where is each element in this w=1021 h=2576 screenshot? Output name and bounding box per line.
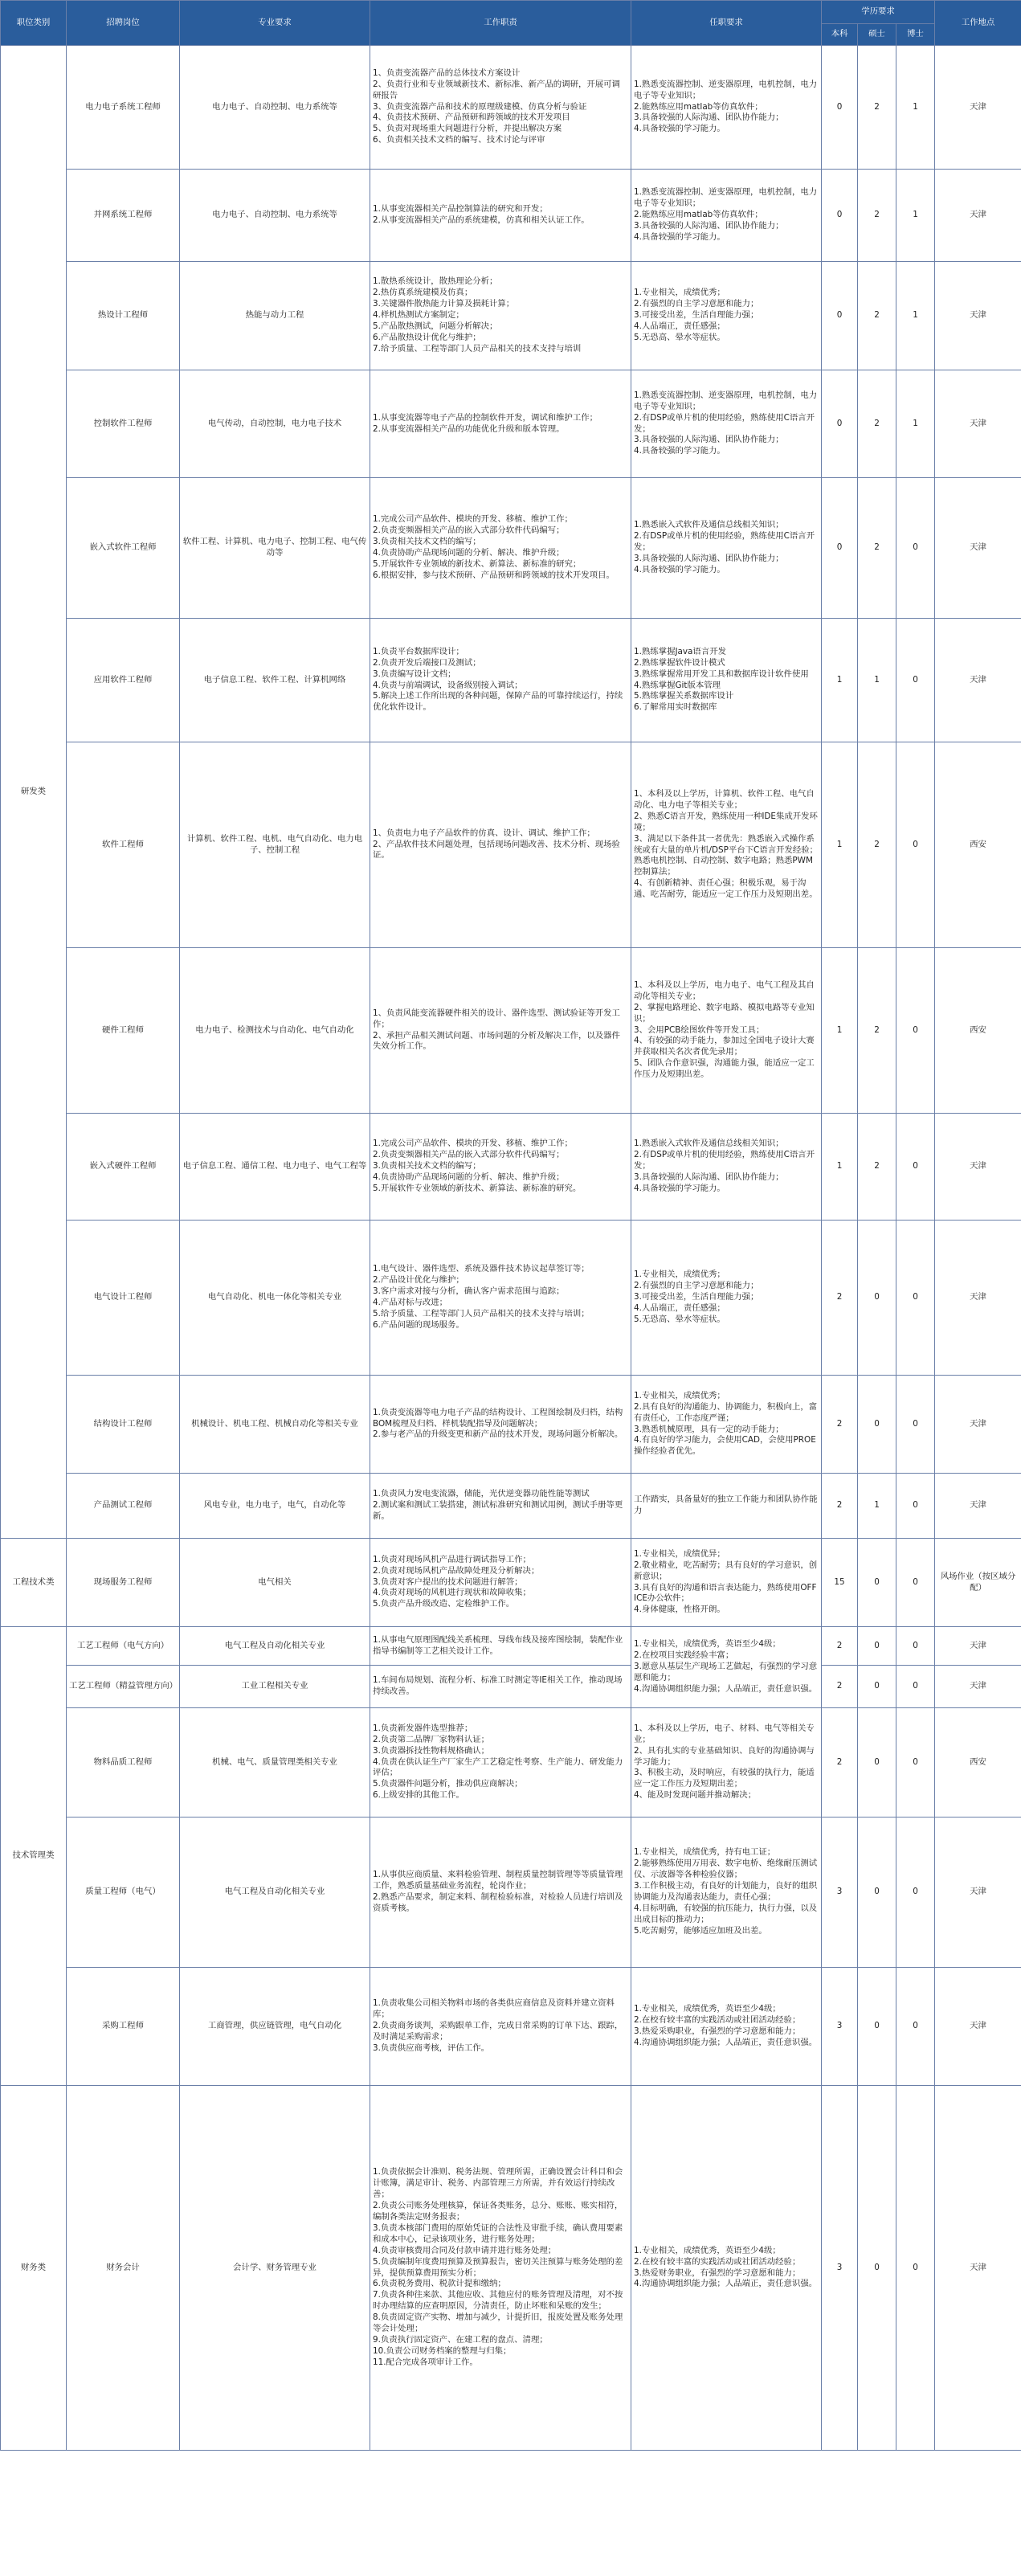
job-requirements: 1.熟练掌握Java语言开发 2.熟练掌握软件设计模式 3.熟练掌握常用开发工具和数据库设计软件使用 4.熟练掌握Git版本管理 5.熟练掌握关系数据库设计 6.了解常用实时数据库 — [631, 619, 822, 742]
job-major: 电力电子、自动控制、电力系统等 — [180, 170, 370, 262]
job-requirements: 1.专业相关，成绩优秀，持有电工证； 2.能够熟练使用万用表、数字电桥、绝缘耐压测试仪、示波器等各种检验仪器； 3.工作积极主动，有良好的计划能力，良好的组织协调能力及沟通表达能力，责任心强； 4.目标明确，有较强的抗压能力，执行力强，以及出成目标的推动力； 5.吃苦耐劳，能够适应加班及出差。 — [631, 1818, 822, 1968]
job-duties: 1.完成公司产品软件、模块的开发、移植、维护工作； 2.负责变频器相关产品的嵌入式部分软件代码编写； 3.负责相关技术文档的编写； 4.负责协助产品现场问题的分析、解决、维护升级； 5.开展软件专业领域的新技术、新算法、新标准的研究。 — [370, 1114, 631, 1221]
job-duties: 1.电气设计、器件选型、系统及器件技术协议起草签订等； 2.产品设计优化与维护； 3.客户需求对接与分析，确认客户需求范围与追踪； 4.产品对标与改进； 5.给予质量、工程等部门人员产品相关的技术支持与培训； 6.产品问题的现场服务。 — [370, 1221, 631, 1376]
job-major: 电力电子、自动控制、电力系统等 — [180, 46, 370, 170]
job-duties: 1.负责平台数据库设计； 2.负责开发后端接口及测试； 3.负责编写设计文档； 4.负责与前端调试，设备级别接入调试； 5.解决上述工作所出现的各种问题，保障产品的可靠持续运行，持续优化软件设计。 — [370, 619, 631, 742]
header-location: 工作地点 — [935, 1, 1021, 46]
job-doctor-count: 1 — [896, 370, 935, 478]
job-requirements: 1、本科及以上学历，电力电子、电气工程及其自动化等相关专业； 2、掌握电路理论、数字电路、模拟电路等专业知识； 3、会用PCB绘图软件等开发工具； 4、有较强的动手能力，参加过全国电子设计大赛并获取相关名次者优先录用； 5、团队合作意识强，沟通能力强，能适应一定工作压力及短期出差。 — [631, 948, 822, 1114]
job-requirements: 1、本科及以上学历，计算机、软件工程、电气自动化、电力电子等相关专业； 2、熟悉C语言开发，熟练使用一种IDE集成开发环境； 3、满足以下条件其一者优先：熟悉嵌入式操作系统或有大量的单片机/DSP平台下C语言开发经验；熟悉电机控制、自动控制、数字电路；熟悉PWM控制算法； 4、有创新精神、责任心强；积极乐观，易于沟通、吃苦耐劳，能适应一定工作压力及短期出差。 — [631, 742, 822, 948]
job-category: 工程技术类 — [1, 1539, 67, 1627]
job-duties: 1.负责对现场风机产品进行调试指导工作； 2.负责对现场风机产品故障处理及分析解决； 3.负责对客户提出的技术问题进行解答； 4.负责对现场的风机进行现状和故障收集； 5.负责产品升级改造、定检维护工作。 — [370, 1539, 631, 1627]
job-bachelor-count: 1 — [822, 1114, 858, 1221]
job-requirements: 1.熟悉变流器控制、逆变器原理，电机控制，电力电子等专业知识； 2.能熟练应用matlab等仿真软件； 3.具备较强的人际沟通、团队协作能力； 4.具备较强的学习能力。 — [631, 46, 822, 170]
job-bachelor-count: 2 — [822, 1627, 858, 1666]
job-master-count: 0 — [858, 2086, 896, 2451]
table-row — [1, 1968, 1021, 2086]
job-requirements: 1.专业相关，成绩优秀，英语至少4级； 2.在校项目实践经验丰富； 3.愿意从基层生产现场工艺做起，有强烈的学习意愿和能力； 4.沟通协调组织能力强；人品端正，责任意识强。 — [631, 1627, 822, 1708]
job-location: 风场作业（按区域分配） — [935, 1539, 1021, 1627]
job-location: 天津 — [935, 46, 1021, 170]
job-duties: 1.车间布局规划、流程分析、标准工时测定等IE相关工作，推动现场持续改善。 — [370, 1666, 631, 1708]
job-doctor-count: 0 — [896, 1376, 935, 1474]
job-position: 财务会计 — [67, 2086, 180, 2451]
job-doctor-count: 0 — [896, 948, 935, 1114]
job-doctor-count: 0 — [896, 742, 935, 948]
job-location: 西安 — [935, 948, 1021, 1114]
header-requirements: 任职要求 — [631, 1, 822, 46]
job-location: 西安 — [935, 1708, 1021, 1818]
job-duties: 1.负责新发器件选型推荐； 2.负责第二品牌厂家物料认证； 3.负责器拆技性物料规格确认； 4.负责在供认证生产厂家生产工艺稳定性考察、生产能力、研发能力评估； 5.负责器件问题分析，推动供应商解决； 6.上级安排的其他工作。 — [370, 1708, 631, 1818]
header-education: 学历要求 — [822, 1, 935, 24]
job-position: 采购工程师 — [67, 1968, 180, 2086]
job-requirements: 1.熟悉变流器控制、逆变器原理，电机控制，电力电子等专业知识； 2.能熟练应用matlab等仿真软件； 3.具备较强的人际沟通、团队协作能力； 4.具备较强的学习能力。 — [631, 170, 822, 262]
job-major: 电气工程及自动化相关专业 — [180, 1627, 370, 1666]
job-location: 天津 — [935, 1968, 1021, 2086]
job-doctor-count: 0 — [896, 1818, 935, 1968]
table-row — [1, 370, 1021, 478]
job-major: 电气工程及自动化相关专业 — [180, 1818, 370, 1968]
job-major: 软件工程、计算机、电力电子、控制工程、电气传动等 — [180, 478, 370, 619]
job-master-count: 2 — [858, 1114, 896, 1221]
job-requirements: 1.熟悉变流器控制、逆变器原理，电机控制，电力电子等专业知识； 2.有DSP或单片机的使用经验，熟练使用C语言开发； 3.具备较强的人际沟通、团队协作能力； 4.具备较强的学习能力。 — [631, 370, 822, 478]
job-requirements: 1.专业相关，成绩优异； 2.敬业精业，吃苦耐劳；具有良好的学习意识，创新意识； 3.具有良好的沟通和语言表达能力，熟练使用OFFICE办公软件； 4.身体健康，性格开朗。 — [631, 1539, 822, 1627]
job-doctor-count: 0 — [896, 478, 935, 619]
job-major: 电力电子、检测技术与自动化、电气自动化 — [180, 948, 370, 1114]
job-location: 天津 — [935, 1818, 1021, 1968]
table-row — [1, 1221, 1021, 1376]
table-row — [1, 262, 1021, 370]
job-master-count: 1 — [858, 1474, 896, 1539]
table-row — [1, 1666, 1021, 1708]
job-major: 热能与动力工程 — [180, 262, 370, 370]
job-master-count: 1 — [858, 619, 896, 742]
table-row — [1, 1818, 1021, 1968]
job-master-count: 0 — [858, 1539, 896, 1627]
job-requirements: 1.专业相关，成绩优秀； 2.具有良好的沟通能力、协调能力，积极向上，富有责任心，工作态度严谨； 3.熟悉机械原理，具有一定的动手能力； 4.有良好的学习能力，会使用CAD，会使用PROE操作经验者优先。 — [631, 1376, 822, 1474]
job-bachelor-count: 2 — [822, 1666, 858, 1708]
job-master-count: 2 — [858, 370, 896, 478]
job-bachelor-count: 1 — [822, 742, 858, 948]
job-duties: 1、负责风能变流器硬件相关的设计、器件选型、测试验证等开发工作； 2、承担产品相关测试问题、市场问题的分析及解决工作，以及器件失效分析工作。 — [370, 948, 631, 1114]
job-location: 天津 — [935, 619, 1021, 742]
job-position: 工艺工程师（精益管理方向） — [67, 1666, 180, 1708]
table-row — [1, 742, 1021, 948]
table-row — [1, 46, 1021, 170]
job-location: 天津 — [935, 1627, 1021, 1666]
job-requirements: 1.专业相关，成绩优秀，英语至少4级； 2.在校有较丰富的实践活动或社团活动经验； 3.热爱采购职业，有强烈的学习意愿和能力； 4.沟通协调组织能力强；人品端正，责任意识强。 — [631, 1968, 822, 2086]
job-duties: 1.从事变流器等电子产品的控制软件开发，调试和维护工作； 2.从事变流器相关产品的功能优化升级和版本管理。 — [370, 370, 631, 478]
job-bachelor-count: 0 — [822, 46, 858, 170]
job-position: 硬件工程师 — [67, 948, 180, 1114]
job-major: 风电专业，电力电子，电气，自动化等 — [180, 1474, 370, 1539]
job-requirements: 1.专业相关，成绩优秀，英语至少4级； 2.在校有较丰富的实践活动或社团活动经验； 3.热爱财务职业，有强烈的学习意愿和能力； 4.沟通协调组织能力强；人品端正，责任意识强。 — [631, 2086, 822, 2451]
header-position: 招聘岗位 — [67, 1, 180, 46]
job-requirements: 1.熟悉嵌入式软件及通信总线相关知识； 2.有DSP或单片机的使用经验，熟练使用C语言开发； 3.具备较强的人际沟通、团队协作能力； 4.具备较强的学习能力。 — [631, 1114, 822, 1221]
table-header — [1, 1, 1021, 46]
table-row — [1, 1539, 1021, 1627]
job-bachelor-count: 2 — [822, 1708, 858, 1818]
job-doctor-count: 0 — [896, 1666, 935, 1708]
header-bachelor: 本科 — [822, 24, 858, 46]
job-doctor-count: 0 — [896, 1474, 935, 1539]
job-bachelor-count: 0 — [822, 478, 858, 619]
job-master-count: 0 — [858, 1968, 896, 2086]
job-requirements: 1.熟悉嵌入式软件及通信总线相关知识； 2.有DSP或单片机的使用经验，熟练使用C语言开发； 3.具备较强的人际沟通、团队协作能力； 4.具备较强的学习能力。 — [631, 478, 822, 619]
table-row — [1, 2086, 1021, 2451]
job-bachelor-count: 2 — [822, 1474, 858, 1539]
job-duties: 1.从事供应商质量、来料检验管理、制程质量控制管理等等质量管理工作，熟悉质量基础业务流程，轮岗作业； 2.熟悉产品要求，制定来料、制程检验标准，对检验人员进行培训及资质考核。 — [370, 1818, 631, 1968]
job-bachelor-count: 2 — [822, 1376, 858, 1474]
job-location: 天津 — [935, 262, 1021, 370]
header-major: 专业要求 — [180, 1, 370, 46]
job-position: 嵌入式硬件工程师 — [67, 1114, 180, 1221]
job-duties: 1.负责变流器等电力电子产品的结构设计、工程图绘制及归档，结构BOM梳理及归档、样机装配指导及问题解决； 2.参与老产品的升级变更和新产品的技术开发，现场问题分析解决。 — [370, 1376, 631, 1474]
job-requirements: 1、本科及以上学历，电子、材料、电气等相关专业； 2、具有扎实的专业基础知识、良好的沟通协调与学习能力； 3、积极主动，及时响应，有较强的执行力，能适应一定工作压力及短期出差； 4、能及时发现问题并推动解决； — [631, 1708, 822, 1818]
job-major: 工业工程相关专业 — [180, 1666, 370, 1708]
job-duties: 1.从事电气原理图配线关系梳理、导线布线及接库图绘制，装配作业指导书编制等工艺相关设计工作。 — [370, 1627, 631, 1666]
job-doctor-count: 0 — [896, 619, 935, 742]
job-major: 工商管理，供应链管理，电气自动化 — [180, 1968, 370, 2086]
job-position: 电力电子系统工程师 — [67, 46, 180, 170]
job-position: 现场服务工程师 — [67, 1539, 180, 1627]
job-duties: 1.负责收集公司相关物料市场的各类供应商信息及资料并建立资料库； 2.负责商务谈判，采购跟单工作，完成日常采购的订单下达、跟踪，及时满足采购需求； 3.负责供应商考核，评估工作。 — [370, 1968, 631, 2086]
job-doctor-count: 0 — [896, 1114, 935, 1221]
job-position: 热设计工程师 — [67, 262, 180, 370]
job-duties: 1、负责电力电子产品软件的仿真、设计、调试、维护工作； 2、产品软件技术问题处理，包括现场问题改善、技术分析、现场验证。 — [370, 742, 631, 948]
job-requirements: 工作踏实，具备量好的独立工作能力和团队协作能力 — [631, 1474, 822, 1539]
job-position: 并网系统工程师 — [67, 170, 180, 262]
header-duties: 工作职责 — [370, 1, 631, 46]
job-position: 嵌入式软件工程师 — [67, 478, 180, 619]
job-bachelor-count: 1 — [822, 619, 858, 742]
header-master: 硕士 — [858, 24, 896, 46]
job-position: 物料品质工程师 — [67, 1708, 180, 1818]
job-master-count: 0 — [858, 1666, 896, 1708]
job-major: 会计学、财务管理专业 — [180, 2086, 370, 2451]
table-row — [1, 1708, 1021, 1818]
table-row — [1, 1376, 1021, 1474]
job-location: 天津 — [935, 2086, 1021, 2451]
job-doctor-count: 0 — [896, 1968, 935, 2086]
job-location: 天津 — [935, 1376, 1021, 1474]
job-bachelor-count: 1 — [822, 948, 858, 1114]
job-doctor-count: 0 — [896, 1539, 935, 1627]
job-master-count: 2 — [858, 742, 896, 948]
table-row — [1, 619, 1021, 742]
job-major: 电子信息工程、软件工程、计算机网络 — [180, 619, 370, 742]
job-duties: 1.负责依据会计准则、税务法规、管理所需，正确设置会计科目和会计账簿，满足审计、税务、内部管理三方所需，并有效运行持续改善； 2.负责公司账务处理核算，保证各类账务，总分、账账、账实相符，编制各类法定财务报表； 3.负责本核部门费用的原始凭证的合法性及审批手续，确认费用要素和成本中心，记录该项业务，进行账务处理； 4.负责审核费用合同及付款申请并进行账务处理； 5.负责编制年度费用预算及预算报告，密切关注预算与账务处理的差异，提供预算费用预实分析； 6.负责税务费用、税款计提和缴纳； 7.负责各种往来款、其他应收、其他应付的账务管理及清理，对不按时办理结算的应查明原因，分清责任，防止坏账和呆账的发生； 8.负责固定资产实物、增加与减少，计提折旧，报废处置及账务处理等会计处理； 9.负责执行固定资产、在建工程的盘点、清理； 10.负责公司财务档案的整理与归集； 11.配合完成各项审计工作。 — [370, 2086, 631, 2451]
job-category: 财务类 — [1, 2086, 67, 2451]
job-major: 计算机、软件工程、电机、电气自动化、电力电子、控制工程 — [180, 742, 370, 948]
job-position: 结构设计工程师 — [67, 1376, 180, 1474]
job-master-count: 0 — [858, 1627, 896, 1666]
job-requirements: 1.专业相关，成绩优秀； 2.有强烈的自主学习意愿和能力； 3.可接受出差，生活自理能力强； 4.人品端正，责任感强； 5.无恐高、晕水等症状。 — [631, 262, 822, 370]
job-location: 天津 — [935, 1666, 1021, 1708]
job-doctor-count: 1 — [896, 170, 935, 262]
job-requirements: 1.专业相关，成绩优秀； 2.有强烈的自主学习意愿和能力； 3.可接受出差，生活自理能力强； 4.人品端正，责任感强； 5.无恐高、晕水等症状。 — [631, 1221, 822, 1376]
job-bachelor-count: 0 — [822, 370, 858, 478]
job-category: 研发类 — [1, 46, 67, 1539]
table-row — [1, 170, 1021, 262]
job-location: 天津 — [935, 170, 1021, 262]
job-position: 电气设计工程师 — [67, 1221, 180, 1376]
job-location: 天津 — [935, 1474, 1021, 1539]
header-category: 职位类别 — [1, 1, 67, 46]
job-duties: 1.从事变流器相关产品控制算法的研究和开发； 2.从事变流器相关产品的系统建模，仿真和相关认证工作。 — [370, 170, 631, 262]
job-position: 控制软件工程师 — [67, 370, 180, 478]
table-row — [1, 1474, 1021, 1539]
job-position: 产品测试工程师 — [67, 1474, 180, 1539]
job-doctor-count: 0 — [896, 2086, 935, 2451]
header-doctor: 博士 — [896, 24, 935, 46]
table-row — [1, 478, 1021, 619]
job-master-count: 0 — [858, 1818, 896, 1968]
job-bachelor-count: 15 — [822, 1539, 858, 1627]
job-major: 电子信息工程、通信工程、电力电子、电气工程等 — [180, 1114, 370, 1221]
table-body — [1, 46, 1021, 2451]
job-bachelor-count: 3 — [822, 2086, 858, 2451]
table-row — [1, 1627, 1021, 1666]
job-bachelor-count: 2 — [822, 1221, 858, 1376]
job-master-count: 2 — [858, 170, 896, 262]
job-doctor-count: 1 — [896, 262, 935, 370]
job-master-count: 2 — [858, 948, 896, 1114]
job-duties: 1.完成公司产品软件、模块的开发、移植、维护工作； 2.负责变频器相关产品的嵌入式部分软件代码编写； 3.负责相关技术文档的编写； 4.负责协助产品现场问题的分析、解决、维护升级； 5.开展软件专业领域的新技术、新算法、新标准的研究； 6.根据安排，参与技术预研、产品预研和跨领域的技术开发项目。 — [370, 478, 631, 619]
job-bachelor-count: 3 — [822, 1968, 858, 2086]
job-position: 工艺工程师（电气方向） — [67, 1627, 180, 1666]
job-doctor-count: 0 — [896, 1627, 935, 1666]
job-major: 电气相关 — [180, 1539, 370, 1627]
job-doctor-count: 1 — [896, 46, 935, 170]
job-major: 机械、电气、质量管理类相关专业 — [180, 1708, 370, 1818]
job-master-count: 0 — [858, 1221, 896, 1376]
job-doctor-count: 0 — [896, 1708, 935, 1818]
job-master-count: 2 — [858, 262, 896, 370]
job-doctor-count: 0 — [896, 1221, 935, 1376]
job-master-count: 0 — [858, 1376, 896, 1474]
table-row — [1, 948, 1021, 1114]
job-master-count: 0 — [858, 1708, 896, 1818]
job-location: 西安 — [935, 742, 1021, 948]
job-bachelor-count: 0 — [822, 170, 858, 262]
job-position: 应用软件工程师 — [67, 619, 180, 742]
job-master-count: 2 — [858, 478, 896, 619]
job-category: 技术管理类 — [1, 1627, 67, 2086]
job-location: 天津 — [935, 478, 1021, 619]
job-major: 电气传动，自动控制，电力电子技术 — [180, 370, 370, 478]
job-duties: 1.散热系统设计，散热理论分析； 2.热仿真系统建模及仿真； 3.关键器件散热能力计算及损耗计算； 4.样机热测试方案制定； 5.产品散热测试，问题分析解决； 6.产品散热设计优化与维护； 7.给予质量、工程等部门人员产品相关的技术支持与培训 — [370, 262, 631, 370]
job-major: 机械设计、机电工程、机械自动化等相关专业 — [180, 1376, 370, 1474]
job-bachelor-count: 0 — [822, 262, 858, 370]
job-duties: 1.负责风力发电变流器，储能，光伏逆变器功能性能等测试 2.测试案和测试工装搭建，测试标准研究和测试用例，测试手册等更新。 — [370, 1474, 631, 1539]
job-location: 天津 — [935, 1114, 1021, 1221]
job-location: 天津 — [935, 370, 1021, 478]
job-major: 电气自动化、机电一体化等相关专业 — [180, 1221, 370, 1376]
job-position: 质量工程师（电气） — [67, 1818, 180, 1968]
job-master-count: 2 — [858, 46, 896, 170]
job-bachelor-count: 3 — [822, 1818, 858, 1968]
table-row — [1, 1114, 1021, 1221]
job-location: 天津 — [935, 1221, 1021, 1376]
job-position: 软件工程师 — [67, 742, 180, 948]
job-duties: 1、负责变流器产品的总体技术方案设计 2、负责行业和专业领域新技术、新标准、新产品的调研，开展可调研报告 3、负责变流器产品和技术的原理级建模、仿真分析与验证 4、负责技术预研、产品预研和跨领域的技术开发项目 5、负责对现场重大问题进行分析，并提出解决方案 6、负责相关技术文档的编写、技术讨论与评审 — [370, 46, 631, 170]
